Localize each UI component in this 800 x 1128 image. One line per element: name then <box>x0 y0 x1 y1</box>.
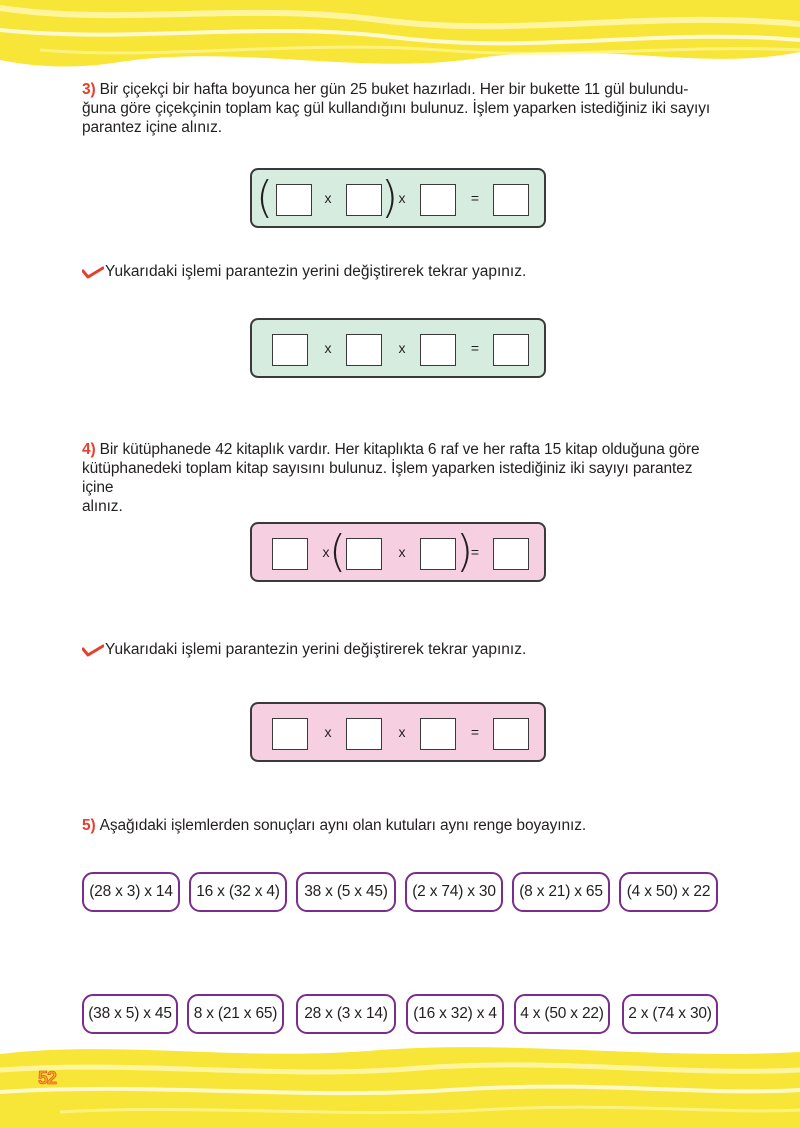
times-sign: x <box>324 190 332 206</box>
checkmark-icon <box>82 265 104 279</box>
expression-box[interactable]: 38 x (5 x 45) <box>296 872 396 912</box>
times-sign: x <box>398 190 406 206</box>
expression-box[interactable]: (38 x 5) x 45 <box>82 994 178 1034</box>
expression-box[interactable]: 2 x (74 x 30) <box>622 994 718 1034</box>
expression-box[interactable]: (8 x 21) x 65 <box>512 872 610 912</box>
answer-square[interactable] <box>272 538 308 570</box>
question-4 <box>82 440 722 516</box>
close-parenthesis: ) <box>456 526 474 577</box>
answer-square[interactable] <box>493 718 529 750</box>
checkmark-icon <box>82 643 104 657</box>
question-text-line: Bir kütüphanede 42 kitaplık vardır. Her kitaplıkta 6 raf ve her rafta 15 kitap olduğuna göre <box>99 441 700 458</box>
answer-square[interactable] <box>276 184 312 216</box>
expression-box[interactable]: (28 x 3) x 14 <box>82 872 180 912</box>
answer-square[interactable] <box>420 334 456 366</box>
times-sign: x <box>322 544 330 560</box>
answer-square[interactable] <box>346 334 382 366</box>
expression-box[interactable]: (16 x 32) x 4 <box>406 994 504 1034</box>
question-text-line: parantez içine alınız. <box>82 119 222 136</box>
question-number: 3) <box>82 81 96 98</box>
expression-box[interactable]: (2 x 74) x 30 <box>405 872 503 912</box>
answer-square[interactable] <box>493 334 529 366</box>
times-sign: x <box>398 724 406 740</box>
answer-square[interactable] <box>346 184 382 216</box>
equation-box-q3-parentheses <box>250 168 546 228</box>
question-3 <box>82 80 722 137</box>
instruction-text: Yukarıdaki işlemi parantezin yerini değiştirerek tekrar yapınız. <box>105 641 527 658</box>
question-text-line: alınız. <box>82 498 123 515</box>
answer-square[interactable] <box>346 718 382 750</box>
expression-box[interactable]: 4 x (50 x 22) <box>514 994 610 1034</box>
answer-square[interactable] <box>346 538 382 570</box>
question-5 <box>82 816 782 835</box>
answer-square[interactable] <box>272 334 308 366</box>
question-number: 4) <box>82 441 96 458</box>
times-sign: x <box>324 724 332 740</box>
equation-box-q4-rearranged <box>250 702 546 762</box>
question-text: Aşağıdaki işlemlerden sonuçları aynı olan kutuları aynı renge boyayınız. <box>99 817 587 834</box>
expression-box[interactable]: 8 x (21 x 65) <box>187 994 284 1034</box>
answer-square[interactable] <box>420 718 456 750</box>
open-parenthesis: ( <box>256 172 274 223</box>
question-number: 5) <box>82 817 96 834</box>
equals-sign: = <box>470 340 480 356</box>
equation-box-q3-rearranged <box>250 318 546 378</box>
close-parenthesis: ) <box>381 172 399 223</box>
answer-square[interactable] <box>493 184 529 216</box>
question-text-line: ğuna göre çiçekçinin toplam kaç gül kullandığını bulunuz. İşlem yaparken istediğiniz iki sayıyı <box>82 100 711 117</box>
times-sign: x <box>324 340 332 356</box>
bottom-wave-decoration <box>0 1040 800 1128</box>
instruction-q4 <box>82 640 526 659</box>
question-text-line: Bir çiçekçi bir hafta boyunca her gün 25 buket hazırladı. Her bir bukette 11 gül bulundu- <box>99 81 689 98</box>
equation-box-q4-parentheses <box>250 522 546 582</box>
answer-square[interactable] <box>272 718 308 750</box>
equals-sign: = <box>470 190 480 206</box>
question-text-line: kütüphanedeki toplam kitap sayısını bulunuz. İşlem yaparken istediğiniz iki sayıyı parantez içine <box>82 460 693 496</box>
top-wave-decoration <box>0 0 800 80</box>
expression-box[interactable]: (4 x 50) x 22 <box>619 872 718 912</box>
instruction-q3 <box>82 262 526 281</box>
answer-square[interactable] <box>493 538 529 570</box>
equals-sign: = <box>470 724 480 740</box>
equals-sign: = <box>470 544 480 560</box>
times-sign: x <box>398 544 406 560</box>
answer-square[interactable] <box>420 184 456 216</box>
answer-square[interactable] <box>420 538 456 570</box>
page-number: 52 <box>38 1068 57 1088</box>
times-sign: x <box>398 340 406 356</box>
expression-box[interactable]: 28 x (3 x 14) <box>296 994 396 1034</box>
expression-box[interactable]: 16 x (32 x 4) <box>189 872 287 912</box>
open-parenthesis: ( <box>329 526 347 577</box>
instruction-text: Yukarıdaki işlemi parantezin yerini değiştirerek tekrar yapınız. <box>105 263 527 280</box>
